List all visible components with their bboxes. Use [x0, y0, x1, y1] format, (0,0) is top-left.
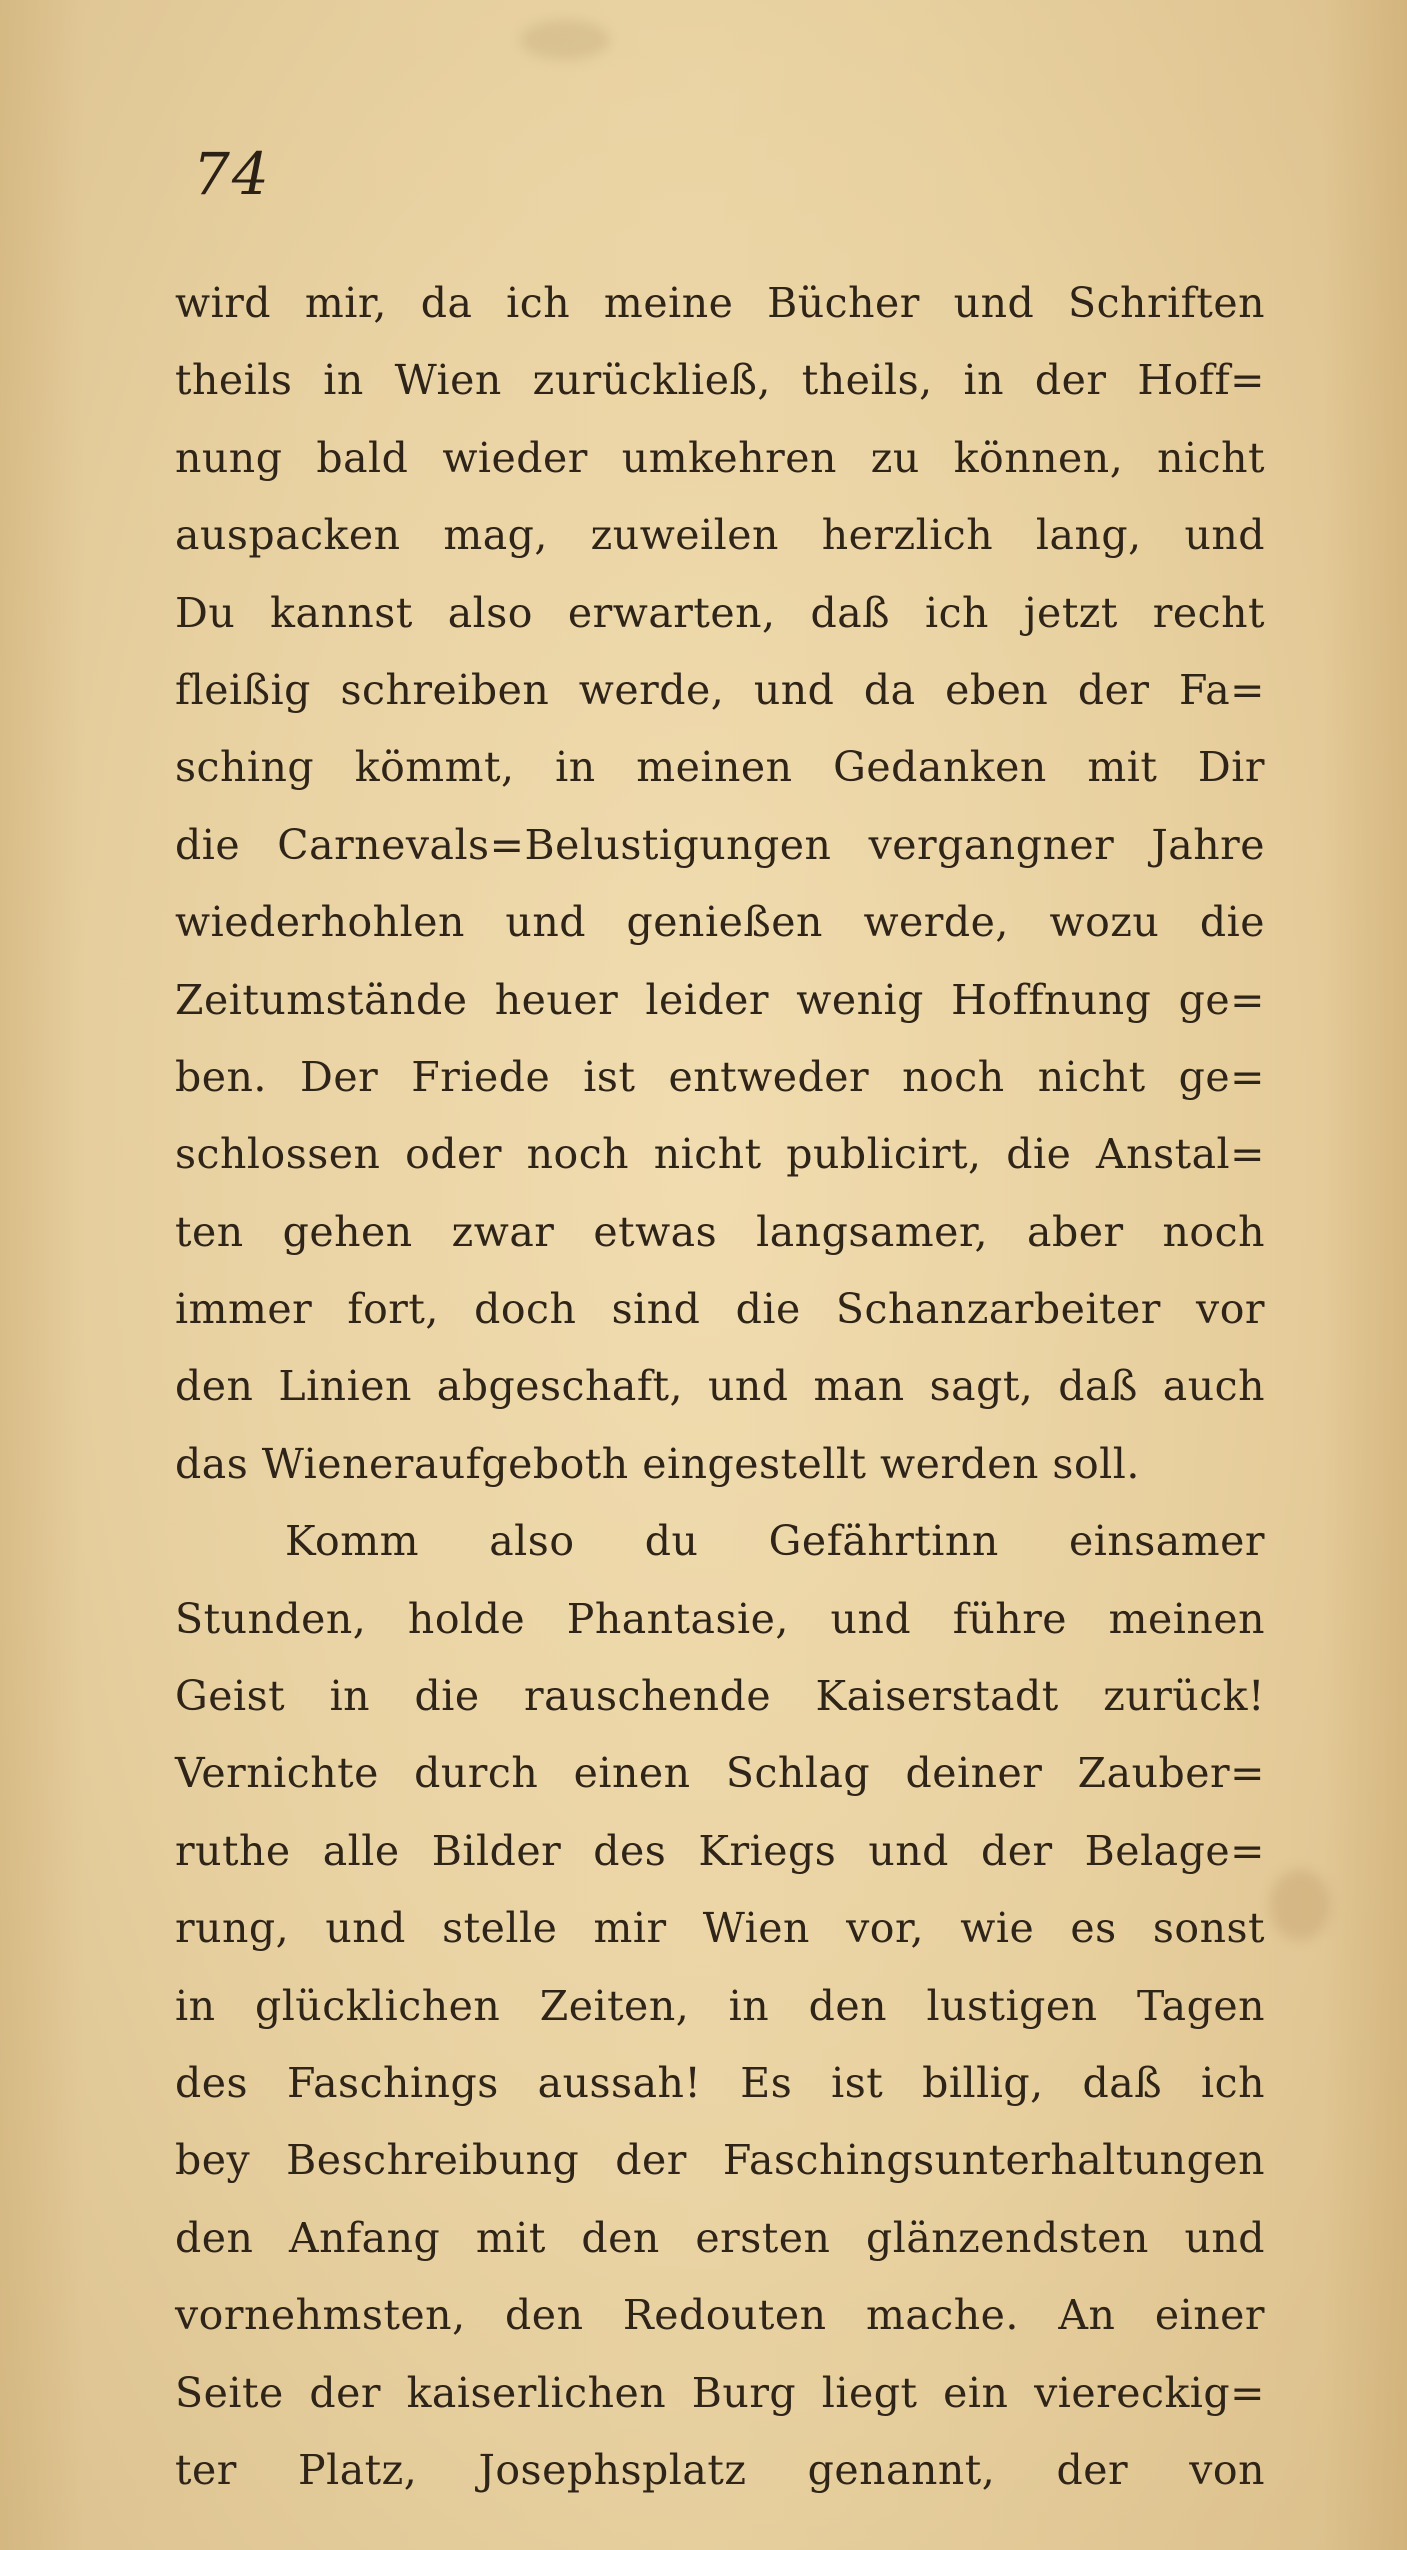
text-line: in glücklichen Zeiten, in den lustigen Tagen [175, 1981, 1265, 2030]
paper-stain [1270, 1870, 1330, 1940]
text-line: auspacken mag, zuweilen herzlich lang, und [175, 511, 1265, 560]
text-line: sching kömmt, in meinen Gedanken mit Dir [175, 743, 1265, 792]
text-line: Stunden, holde Phantasie, und führe meinen [175, 1594, 1265, 1643]
text-line: ter Platz, Josephsplatz genannt, der von [175, 2445, 1265, 2494]
text-line: Seite der kaiserlichen Burg liegt ein viereckig= [175, 2368, 1265, 2417]
text-line: schlossen oder noch nicht publicirt, die Anstal= [175, 1130, 1265, 1179]
text-line: die Carnevals=Belustigungen vergangner Jahre [175, 820, 1265, 869]
text-line: ben. Der Friede ist entweder noch nicht ge= [175, 1052, 1265, 1101]
text-line: rung, und stelle mir Wien vor, wie es sonst [175, 1904, 1265, 1953]
text-line: vornehmsten, den Redouten mache. An einer [175, 2291, 1265, 2340]
text-line: Geist in die rauschende Kaiserstadt zurück! [175, 1672, 1265, 1721]
text-line: ten gehen zwar etwas langsamer, aber noch [175, 1207, 1265, 1256]
text-line: Du kannst also erwarten, daß ich jetzt recht [175, 588, 1265, 637]
text-line: immer fort, doch sind die Schanzarbeiter vor [175, 1285, 1265, 1334]
text-line: das Wieneraufgeboth eingestellt werden soll. [175, 1439, 1140, 1488]
text-line: theils in Wien zurückließ, theils, in der Hoff= [175, 356, 1265, 405]
text-line: fleißig schreiben werde, und da eben der Fa= [175, 665, 1265, 714]
text-line: den Anfang mit den ersten glänzendsten und [175, 2213, 1265, 2262]
body-text [175, 265, 1265, 2509]
text-line: bey Beschreibung der Faschingsunterhaltungen [175, 2136, 1265, 2185]
text-line: wird mir, da ich meine Bücher und Schriften [175, 279, 1265, 327]
page-number: 74 [193, 140, 271, 208]
text-line: Vernichte durch einen Schlag deiner Zauber= [175, 1749, 1265, 1798]
text-line: Komm also du Gefährtinn einsamer [285, 1517, 1265, 1566]
text-line: Zeitumstände heuer leider wenig Hoffnung ge= [175, 975, 1265, 1024]
text-line: ruthe alle Bilder des Kriegs und der Belage= [175, 1826, 1265, 1875]
text-line: den Linien abgeschaft, und man sagt, daß auch [175, 1362, 1265, 1411]
text-line: nung bald wieder umkehren zu können, nicht [175, 433, 1265, 482]
text-line: des Faschings aussah! Es ist billig, daß ich [175, 2058, 1265, 2107]
text-line: wiederhohlen und genießen werde, wozu die [175, 898, 1265, 947]
paper-stain [520, 20, 610, 60]
